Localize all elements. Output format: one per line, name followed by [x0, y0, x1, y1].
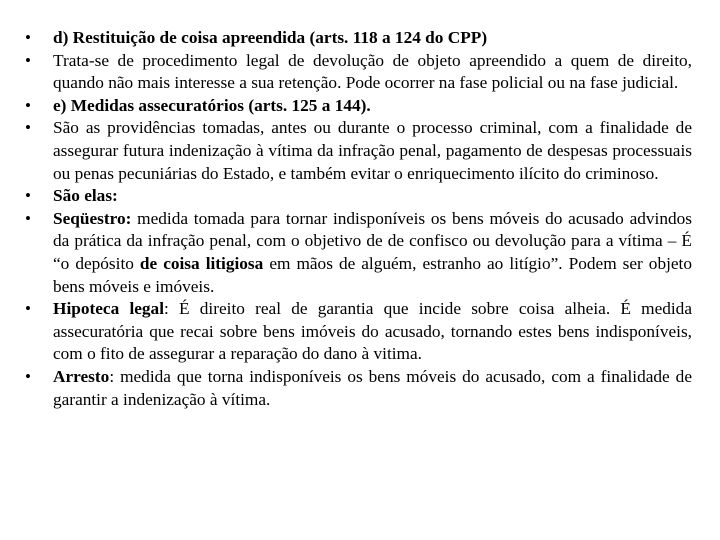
- bullet-list: [25, 27, 692, 411]
- list-item: [25, 117, 692, 185]
- item-text: Trata-se de procedimento legal de devolução de objeto apreendido a quem de direito, quando não mais interesse a sua retenção. Pode ocorrer na fase policial ou na fase judicial.: [53, 50, 692, 93]
- item-text: : É direito real de garantia que incide sobre coisa alheia. É medida assecuratória que recai sobre bens imóveis do acusado, tornando estes bens indisponíveis, com o fito de assegurar a reparação do dano à vitima.: [53, 299, 692, 364]
- bullet-icon: •: [25, 299, 31, 319]
- item-lead: São elas:: [53, 186, 118, 206]
- list-item: [25, 27, 692, 50]
- item-text: : medida que torna indisponíveis os bens móveis do acusado, com a finalidade de garantir a indenização à vítima.: [53, 366, 692, 409]
- item-text: São as providências tomadas, antes ou durante o processo criminal, com a finalidade de assegurar futura indenização à vítima da infração penal, pagamento de despesas processuais ou penas pecuniárias do Estado, e também evitar o enriquecimento ilícito do criminoso.: [53, 118, 692, 183]
- bullet-icon: •: [25, 366, 31, 386]
- list-item: [25, 208, 692, 298]
- list-item: [25, 366, 692, 411]
- item-text: em mãos de alguém, estranho ao litígio”. Podem ser objeto bens móveis e imóveis.: [53, 253, 693, 296]
- bullet-icon: •: [25, 50, 31, 70]
- list-item: [25, 95, 692, 118]
- list-item: [25, 185, 692, 208]
- list-item: [25, 50, 692, 95]
- item-lead: Seqüestro:: [53, 208, 132, 228]
- bullet-icon: •: [25, 28, 31, 47]
- section-heading: e) Medidas assecuratórios (arts. 125 a 144).: [53, 95, 371, 115]
- item-lead: Arresto: [53, 366, 110, 386]
- bullet-icon: •: [25, 208, 31, 228]
- item-text: medida tomada para tornar indisponíveis os bens móveis do acusado advindos da prática da infração penal, com o objetivo de de confisco ou devolução para a vítima – É “o depósito: [53, 208, 692, 273]
- item-emphasis: de coisa litigiosa: [139, 253, 264, 273]
- item-lead: Hipoteca legal: [53, 299, 164, 319]
- bullet-icon: •: [25, 95, 31, 115]
- section-heading: d) Restituição de coisa apreendida (arts. 118 a 124 do CPP): [53, 28, 488, 47]
- bullet-icon: •: [25, 186, 31, 206]
- list-item: [25, 298, 692, 366]
- bullet-icon: •: [25, 118, 31, 138]
